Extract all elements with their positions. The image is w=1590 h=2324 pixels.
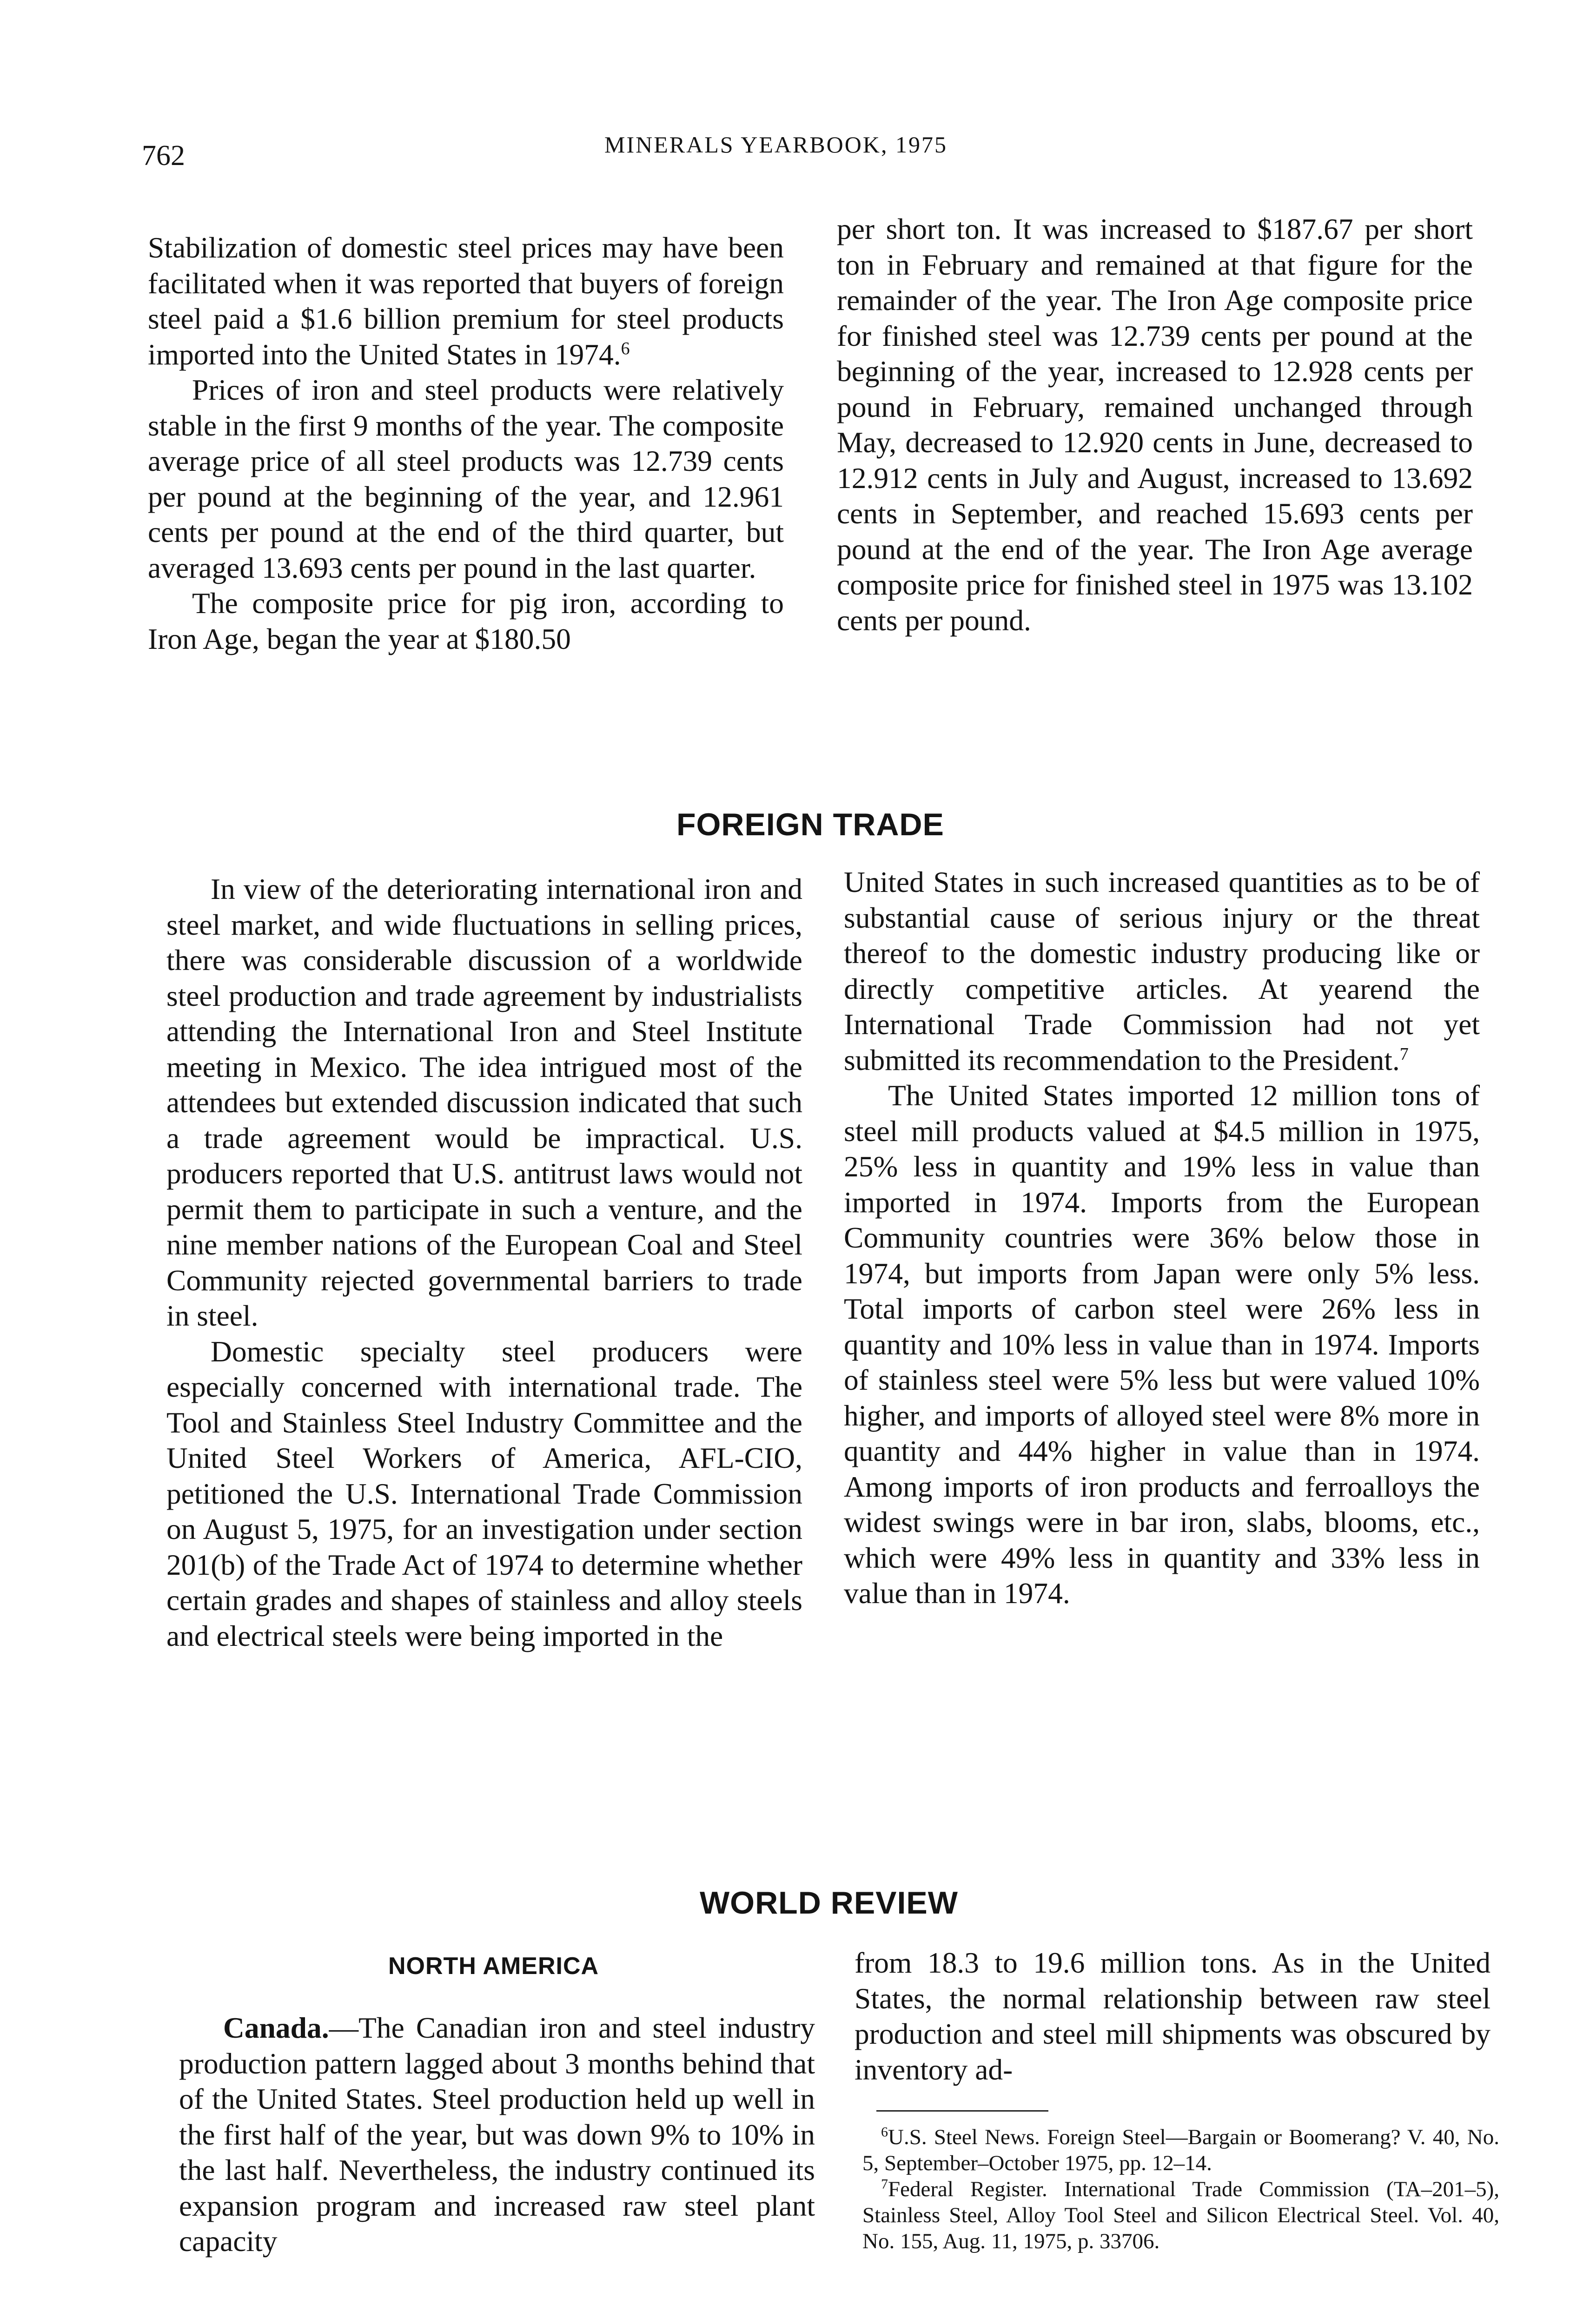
- world-review-left-column: [179, 2010, 815, 2259]
- foreign-trade-right-column: [844, 865, 1480, 1611]
- page-number: 762: [142, 140, 185, 172]
- paragraph: The United States imported 12 million tons of steel mill products valued at $4.5 million in 1975, 25% less in quantity and 19% less in value than imported in 1974. Imports from the European Community countries were 36% below those in 1974, but imports from Japan were only 5% less. Total imports of carbon steel were 26% less in quantity and 10% less in value than in 1974. Imports of stainless steel were 5% less but were valued 10% higher, and imports of alloyed steel were 8% more in quantity and 44% higher in value than in 1974. Among imports of iron products and ferroalloys the widest swings were in bar iron, slabs, blooms, etc., which were 49% less in quantity and 33% less in value than in 1974.: [844, 1079, 1480, 1610]
- running-title: MINERALS YEARBOOK, 1975: [604, 132, 947, 158]
- paragraph: United States in such increased quantities as to be of substantial cause of serious injury or the threat thereof to the domestic industry producing like or directly competitive articles. At yearend the International Trade Commission had not yet submitted its recommendation to the President.$^7$: [844, 865, 1480, 1076]
- paragraph: per short ton. It was increased to $187.67 per short ton in February and remained at that figure for the remainder of the year. The Iron Age composite price for finished steel was 12.739 cents per pound at the beginning of the year, increased to 12.928 cents per pound in February, remained unchanged through May, decreased to 12.920 cents in June, decreased to 12.912 cents in July and August, increased to 13.692 cents in September, and reached 15.693 cents per pound at the end of the year. The Iron Age average composite price for finished steel in 1975 was 13.102 cents per pound.: [837, 212, 1473, 637]
- prices-left-column: [148, 230, 784, 657]
- footnote: $^7$Federal Register. International Trade Commission (TA–201–5), Stainless Steel, Alloy Tool Steel and Silicon Electrical Steel. Vol. 40, No. 155, Aug. 11, 1975, p. 33706.: [862, 2176, 1499, 2253]
- section-heading-foreign-trade: FOREIGN TRADE: [676, 807, 944, 842]
- paragraph: The composite price for pig iron, according to Iron Age, began the year at $180.50: [148, 587, 784, 655]
- footnotes: [862, 2124, 1499, 2254]
- prices-right-column: [837, 211, 1473, 638]
- paragraph: Domestic specialty steel producers were especially concerned with international trade. The Tool and Stainless Steel Industry Committee and the United Steel Workers of America, AFL-CIO, petitioned the U.S. International Trade Commission on August 5, 1975, for an investigation under section 201(b) of the Trade Act of 1974 to determine whether certain grades and shapes of stainless and alloy steels and electrical steels were being imported in the: [166, 1334, 802, 1652]
- paragraph: In view of the deteriorating international iron and steel market, and wide fluctuations in selling prices, there was considerable discussion of a worldwide steel production and trade agreement by industrialists attending the International Iron and Steel Institute meeting in Mexico. The idea intrigued most of the attendees but extended discussion indicated that such a trade agreement would be impractical. U.S. producers reported that U.S. antitrust laws would not permit them to participate in such a venture, and the nine member nations of the European Coal and Steel Community rejected governmental barriers to trade in steel.: [166, 872, 802, 1332]
- country-label: Canada.: [223, 2011, 329, 2044]
- footnote-rule: [876, 2110, 1048, 2112]
- world-review-right-column: [855, 1945, 1491, 2087]
- foreign-trade-left-column: [166, 872, 802, 1654]
- subheading-north-america: NORTH AMERICA: [388, 1953, 599, 1980]
- section-heading-world-review: WORLD REVIEW: [700, 1885, 958, 1921]
- paragraph: Prices of iron and steel products were relatively stable in the first 9 months of the year. The composite average price of all steel products was 12.739 cents per pound at the beginning of the year, and 12.961 cents per pound at the end of the third quarter, but averaged 13.693 cents per pound in the last quarter.: [148, 373, 784, 584]
- footnote-ref: 7: [1399, 1044, 1409, 1064]
- footnote: $^6$U.S. Steel News. Foreign Steel—Bargain or Boomerang? V. 40, No. 5, September–October 1975, pp. 12–14.: [862, 2124, 1499, 2175]
- footnote-ref: 6: [621, 338, 630, 358]
- paragraph: Stabilization of domestic steel prices may have been facilitated when it was reported that buyers of foreign steel paid a $1.6 billion premium for steel products imported into the United States in 1974.$^6$: [148, 231, 784, 371]
- paragraph: from 18.3 to 19.6 million tons. As in the United States, the normal relationship between raw steel production and steel mill shipments was obscured by inventory ad-: [855, 1946, 1491, 2086]
- paragraph: Canada.—The Canadian iron and steel industry production pattern lagged about 3 months behind that of the United States. Steel production held up well in the first half of the year, but was down 9% to 10% in the last half. Nevertheless, the industry continued its expansion program and increased raw steel plant capacity: [179, 2011, 815, 2258]
